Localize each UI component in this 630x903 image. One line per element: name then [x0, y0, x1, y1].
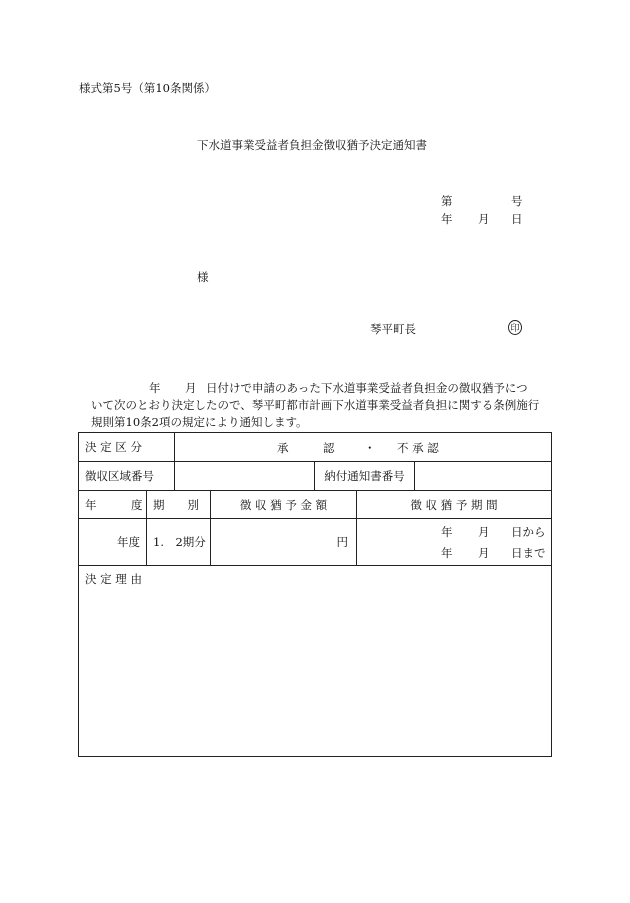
decision-label-text: 決 定 区 分	[85, 440, 142, 454]
to-month: 月	[478, 546, 490, 560]
body-line-1: 日付けで申請のあった下水道事業受益者負担金の徴収猶予につ	[206, 381, 528, 395]
col-duration-text: 徴 収 猶 予 期 間	[410, 497, 498, 512]
decision-table	[78, 432, 552, 757]
body-line-2: いて次のとおり決定したので、琴平町都市計画下水道事業受益者負担に関する条例施行	[91, 398, 540, 412]
body-year: 年	[149, 381, 161, 395]
body-month: 月	[185, 381, 197, 395]
from-month: 月	[478, 525, 490, 539]
amount-field[interactable]	[211, 519, 357, 565]
date-day: 日	[511, 212, 523, 226]
year-field[interactable]	[79, 519, 147, 565]
document-title: 下水道事業受益者負担金徴収猶予決定通知書	[197, 138, 427, 152]
col-year-header	[79, 491, 147, 518]
reason-label	[79, 566, 142, 587]
district-label-text: 徴収区域番号	[85, 469, 154, 483]
district-number-field[interactable]	[175, 462, 315, 490]
doc-number-suffix: 号	[511, 194, 523, 208]
issuer-name: 琴平町長	[370, 322, 416, 336]
col-amount-text: 徴 収 猶 予 金 額	[239, 497, 328, 512]
reason-row[interactable]	[79, 566, 551, 756]
from-day: 日から	[511, 525, 546, 539]
period-field[interactable]	[147, 519, 211, 565]
decision-label	[79, 433, 175, 461]
yen-unit-text: 円	[336, 535, 348, 549]
to-day: 日まで	[511, 546, 546, 560]
notice-label-text: 納付通知書番号	[324, 469, 405, 483]
decision-value[interactable]	[175, 433, 551, 461]
col-period-header	[147, 491, 211, 518]
col-duration-header	[357, 491, 551, 518]
period-text: 1. 2期分	[153, 535, 206, 549]
col-year-text: 年 度	[85, 497, 143, 512]
form-number: 様式第5号（第10条関係）	[79, 81, 216, 95]
notice-number-field[interactable]	[415, 462, 551, 490]
notice-number-label	[315, 462, 415, 490]
district-number-label	[79, 462, 175, 490]
entry-row	[79, 519, 551, 566]
reason-label-text: 決 定 理 由	[85, 572, 142, 586]
date-year: 年	[441, 212, 453, 226]
decision-row	[79, 433, 551, 462]
header-row	[79, 491, 551, 519]
body-line-3: 規則第10条2項の規定により通知します。	[91, 415, 308, 429]
col-period-text: 期 別	[153, 497, 199, 512]
col-amount-header	[211, 491, 357, 518]
reject-option[interactable]: 不 承 認	[397, 441, 439, 455]
addressee-honorific: 様	[197, 270, 209, 284]
number-row	[79, 462, 551, 491]
seal-mark: 印	[508, 320, 522, 335]
doc-number-prefix: 第	[441, 194, 453, 208]
date-month: 月	[478, 212, 490, 226]
to-year: 年	[441, 546, 453, 560]
duration-field[interactable]	[357, 519, 551, 565]
separator-dot: ・	[364, 441, 376, 455]
year-suffix-text: 年度	[117, 535, 140, 549]
from-year: 年	[441, 525, 453, 539]
approve-option[interactable]: 承 認	[277, 441, 335, 455]
